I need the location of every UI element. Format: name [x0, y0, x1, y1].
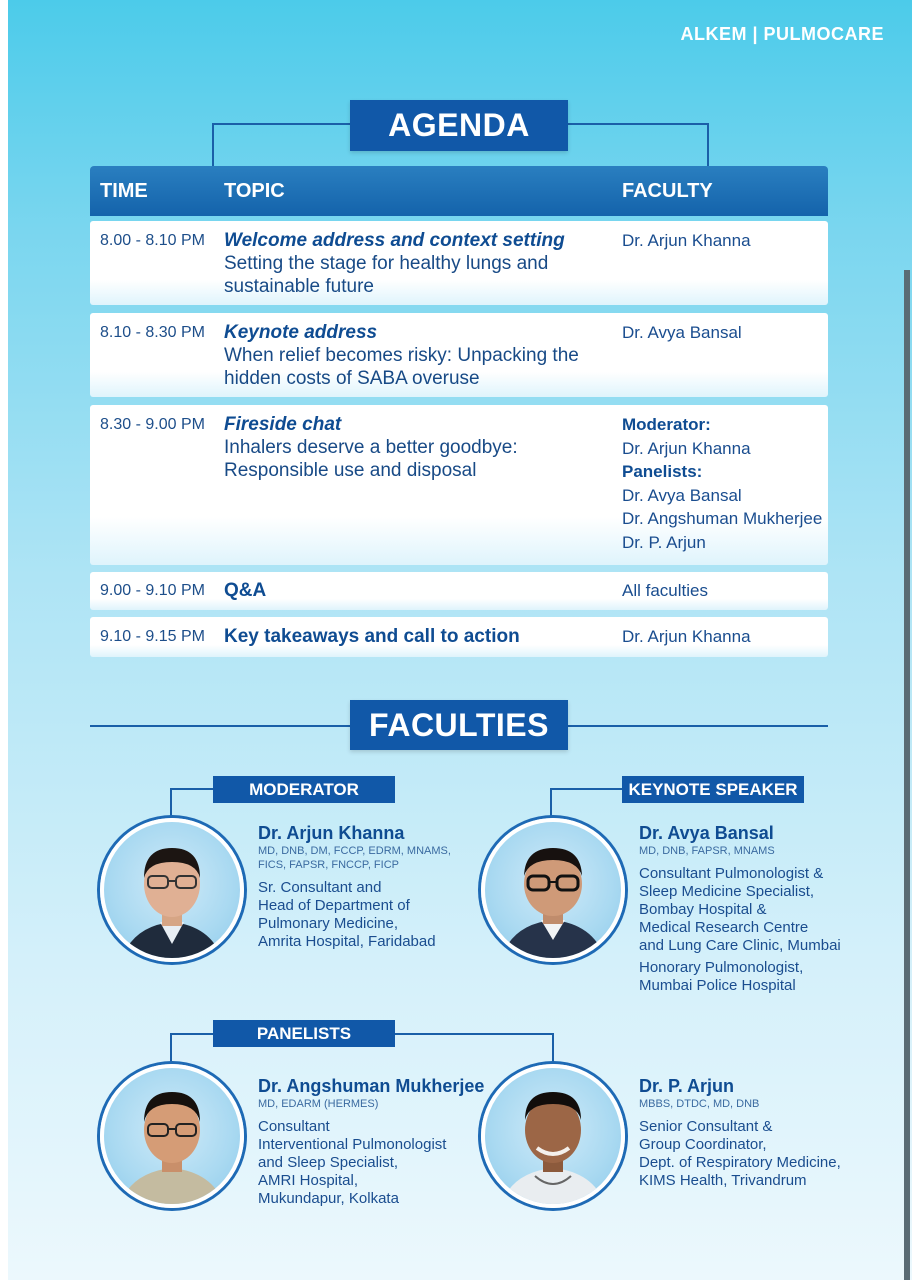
header-faculty: FACULTY: [622, 180, 713, 202]
row-faculty: [622, 413, 822, 554]
panelist1-qualifications: MD, EDARM (HERMES): [258, 1098, 379, 1110]
desc-line: Consultant: [258, 1118, 330, 1135]
desc-line: Senior Consultant &: [639, 1118, 773, 1135]
row-faculty: Dr. Arjun Khanna: [622, 627, 751, 646]
keynote-connector: [550, 788, 627, 818]
row-topic-title: Fireside chat: [224, 414, 342, 435]
desc-line: Mumbai Police Hospital: [639, 977, 796, 994]
moderator-qualifications: FICS, FAPSR, FNCCP, FICP: [258, 859, 399, 871]
moderator-info: [258, 822, 451, 951]
person-avatar-icon: [485, 1068, 621, 1204]
row-topic-title: Keynote address: [224, 322, 378, 343]
desc-line: Sleep Medicine Specialist,: [639, 883, 815, 900]
row-time: 8.30 - 9.00 PM: [100, 416, 205, 433]
moderator-name: Dr. Arjun Khanna: [258, 823, 405, 843]
desc-line: Medical Research Centre: [639, 919, 809, 936]
moderator-tag: MODERATOR: [213, 776, 395, 803]
desc-line: and Lung Care Clinic, Mumbai: [639, 937, 841, 954]
keynote-tag: KEYNOTE SPEAKER: [622, 776, 804, 803]
panelist2-description: [639, 1118, 841, 1190]
desc-line: Group Coordinator,: [639, 1136, 767, 1153]
moderator-photo: [100, 818, 244, 962]
keynote-description: [639, 865, 841, 955]
moderator-name: Dr. Arjun Khanna: [622, 438, 751, 458]
desc-line: Interventional Pulmonologist: [258, 1136, 447, 1153]
panelist1-description: [258, 1118, 484, 1208]
row-topic-desc: Setting the stage for healthy lungs and sustainable future: [224, 253, 549, 297]
desc-line: Head of Department of: [258, 897, 410, 914]
agenda-row: [90, 313, 828, 397]
desc-line: Honorary Pulmonologist,: [639, 959, 804, 976]
agenda-row: [90, 572, 828, 610]
agenda-title: AGENDA: [350, 100, 568, 151]
row-topic-title: Q&A: [224, 580, 267, 601]
faculties-title: FACULTIES: [350, 700, 568, 750]
desc-line: Bombay Hospital &: [639, 901, 767, 918]
panelist1-info: [258, 1075, 484, 1208]
row-time: 8.00 - 8.10 PM: [100, 232, 205, 249]
agenda-row: [90, 617, 828, 657]
panelist2-info: [639, 1075, 841, 1190]
row-topic: [224, 413, 564, 482]
panelist1-name: Dr. Angshuman Mukherjee: [258, 1076, 485, 1096]
panelist2-qualifications: MBBS, DTDC, MD, DNB: [639, 1098, 760, 1110]
row-topic: [224, 321, 614, 390]
person-avatar-icon: [485, 822, 621, 958]
desc-line: KIMS Health, Trivandrum: [639, 1172, 807, 1189]
moderator-qualifications: MD, DNB, DM, FCCP, EDRM, MNAMS,: [258, 845, 451, 857]
person-avatar-icon: [104, 822, 240, 958]
panelist-name: Dr. Angshuman Mukherjee: [622, 509, 823, 528]
panelist2-name: Dr. P. Arjun: [639, 1076, 735, 1096]
panelist2-photo: [481, 1064, 625, 1208]
desc-line: and Sleep Specialist,: [258, 1154, 399, 1171]
moderator-description: [258, 879, 451, 951]
row-time: 9.00 - 9.10 PM: [100, 582, 205, 599]
brand-logo: ALKEM | PULMOCARE: [680, 24, 884, 44]
keynote-qualifications: MD, DNB, FAPSR, MNAMS: [639, 845, 775, 857]
scrollbar-edge: [904, 270, 910, 1280]
desc-line: AMRI Hospital,: [258, 1172, 359, 1189]
desc-line: Pulmonary Medicine,: [258, 915, 399, 932]
row-topic-desc: When relief becomes risky: Unpacking the hidden costs of SABA overuse: [224, 345, 579, 389]
keynote-photo: [481, 818, 625, 962]
row-faculty: Dr. Arjun Khanna: [622, 231, 751, 250]
desc-line: Mukundapur, Kolkata: [258, 1190, 399, 1207]
agenda-table-header: [90, 166, 828, 216]
desc-line: Consultant Pulmonologist &: [639, 865, 824, 882]
agenda-flyer: [8, 0, 912, 1280]
header-time: TIME: [100, 180, 148, 202]
keynote-description-2: [639, 959, 841, 995]
row-topic: [224, 229, 604, 298]
desc-line: Sr. Consultant and: [258, 879, 382, 896]
row-topic-title: Key takeaways and call to action: [224, 626, 520, 647]
agenda-row: [90, 221, 828, 305]
row-time: 8.10 - 8.30 PM: [100, 324, 205, 341]
panelists-tag: PANELISTS: [213, 1020, 395, 1047]
desc-line: Amrita Hospital, Faridabad: [258, 933, 436, 950]
agenda-row: [90, 405, 828, 565]
panelists-label: Panelists:: [622, 462, 703, 481]
header-topic: TOPIC: [224, 180, 285, 202]
keynote-info: [639, 822, 841, 995]
panelist1-photo: [100, 1064, 244, 1208]
panelist-name: Dr. P. Arjun: [622, 532, 706, 552]
row-time: 9.10 - 9.15 PM: [100, 628, 205, 645]
row-topic-desc: Inhalers deserve a better goodbye: Responsible use and disposal: [224, 437, 518, 481]
person-avatar-icon: [104, 1068, 240, 1204]
row-faculty: All faculties: [622, 581, 708, 600]
desc-line: Dept. of Respiratory Medicine,: [639, 1154, 841, 1171]
row-topic-title: Welcome address and context setting: [224, 230, 565, 251]
panelist-name: Dr. Avya Bansal: [622, 485, 742, 505]
moderator-label: Moderator:: [622, 415, 711, 434]
keynote-name: Dr. Avya Bansal: [639, 823, 774, 843]
row-faculty: Dr. Avya Bansal: [622, 323, 742, 342]
